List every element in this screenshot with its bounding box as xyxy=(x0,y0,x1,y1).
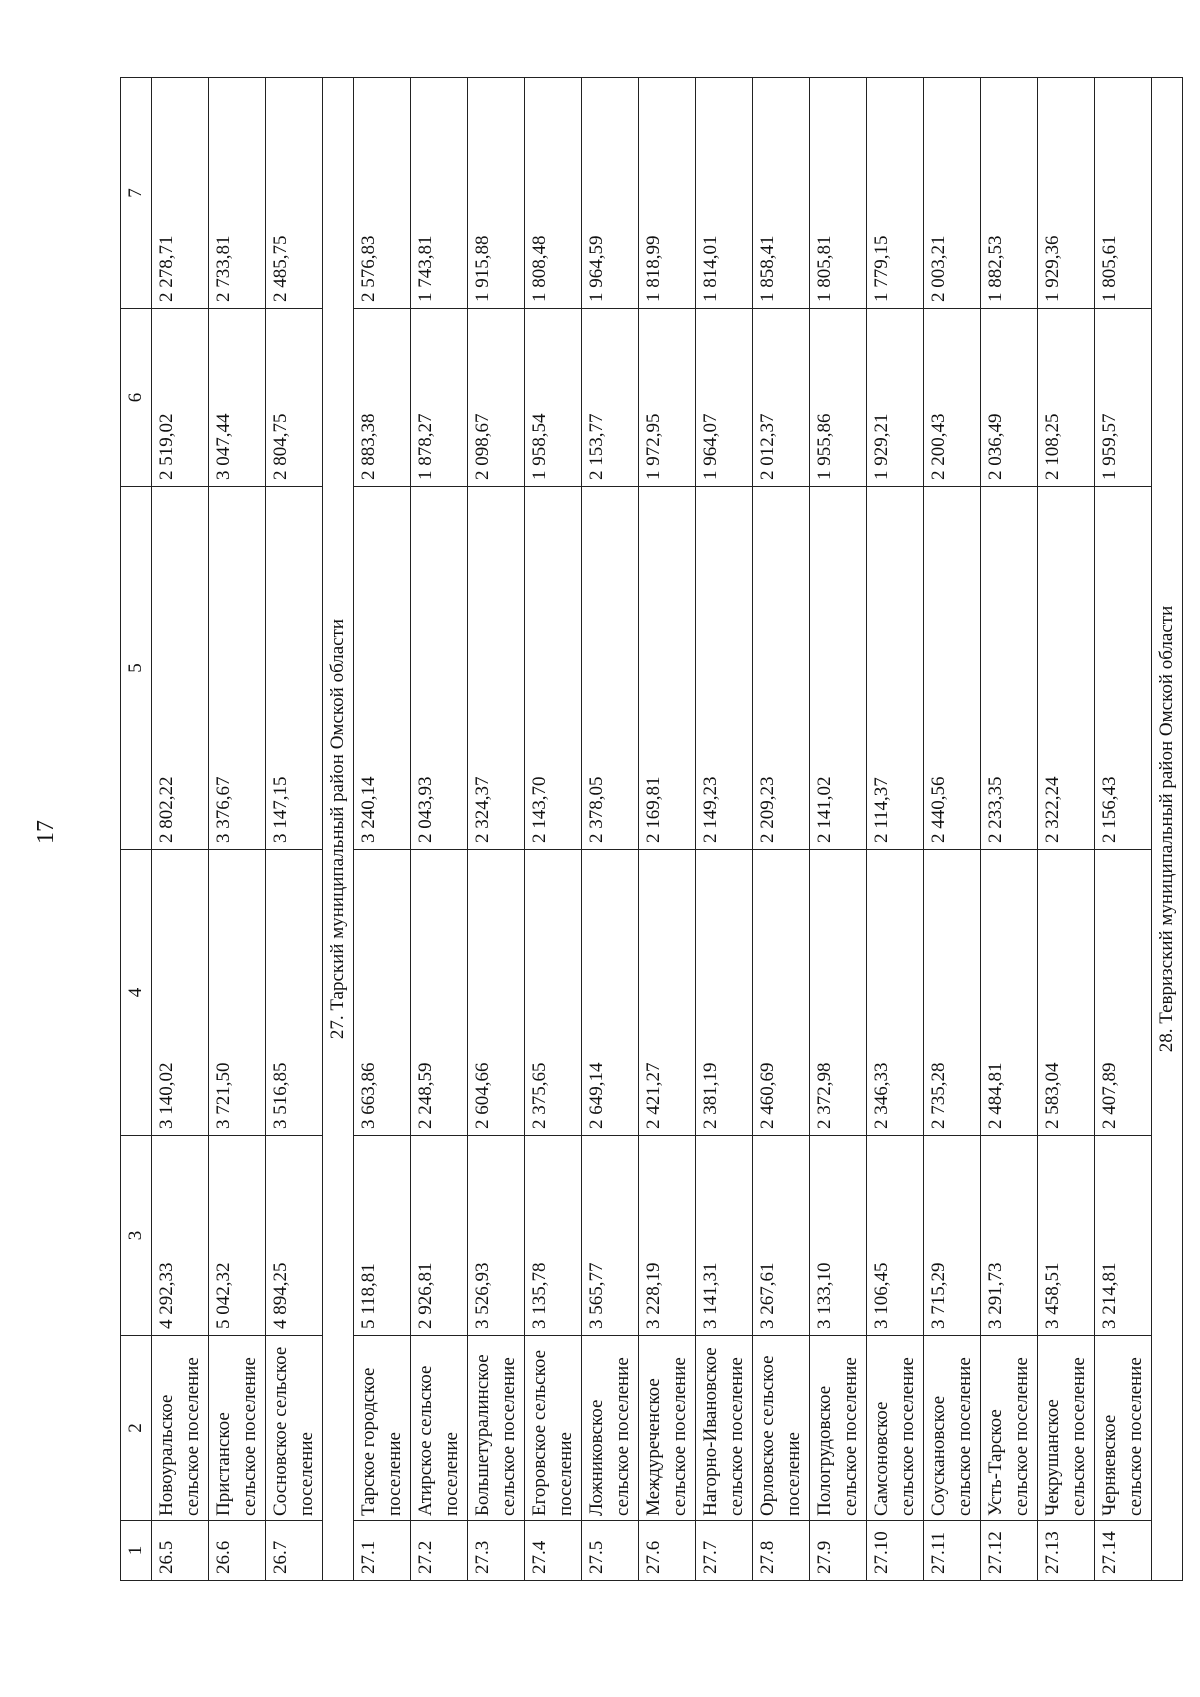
value-col-3: 3 214,81 xyxy=(1095,1136,1152,1336)
page-number: 17 xyxy=(33,820,59,844)
settlement-name: Самсоновское сельское поселение xyxy=(867,1336,924,1521)
rotated-table-container xyxy=(120,78,1177,1581)
value-col-6: 2 012,37 xyxy=(753,309,810,487)
header-cell: 4 xyxy=(121,850,152,1136)
table-row xyxy=(696,78,753,1581)
table-row xyxy=(525,78,582,1581)
settlement-name: Сосновское сельское поселение xyxy=(266,1336,323,1521)
value-col-4: 2 381,19 xyxy=(696,850,753,1136)
value-col-6: 1 972,95 xyxy=(639,309,696,487)
row-number: 27.11 xyxy=(924,1521,981,1581)
value-col-7: 1 818,99 xyxy=(639,78,696,309)
table-row xyxy=(152,78,209,1581)
value-col-5: 2 149,23 xyxy=(696,487,753,850)
value-col-3: 3 526,93 xyxy=(468,1136,525,1336)
value-col-4: 2 248,59 xyxy=(411,850,468,1136)
value-col-4: 2 604,66 xyxy=(468,850,525,1136)
value-col-5: 2 209,23 xyxy=(753,487,810,850)
value-col-4: 2 421,27 xyxy=(639,850,696,1136)
value-col-5: 2 114,37 xyxy=(867,487,924,850)
value-col-7: 1 915,88 xyxy=(468,78,525,309)
value-col-4: 3 140,02 xyxy=(152,850,209,1136)
value-col-4: 2 735,28 xyxy=(924,850,981,1136)
table-row xyxy=(1038,78,1095,1581)
value-col-7: 1 929,36 xyxy=(1038,78,1095,309)
value-col-7: 2 733,81 xyxy=(209,78,266,309)
value-col-4: 2 649,14 xyxy=(582,850,639,1136)
row-number: 27.13 xyxy=(1038,1521,1095,1581)
row-number: 27.4 xyxy=(525,1521,582,1581)
value-col-7: 1 882,53 xyxy=(981,78,1038,309)
value-col-3: 2 926,81 xyxy=(411,1136,468,1336)
settlement-name: Пристанское сельское поселение xyxy=(209,1336,266,1521)
settlement-name: Усть-Тарское сельское поселение xyxy=(981,1336,1038,1521)
settlement-name: Новоуральское сельское поселение xyxy=(152,1336,209,1521)
row-number: 27.9 xyxy=(810,1521,867,1581)
value-col-5: 2 143,70 xyxy=(525,487,582,850)
value-col-3: 3 267,61 xyxy=(753,1136,810,1336)
value-col-7: 1 805,61 xyxy=(1095,78,1152,309)
value-col-4: 2 407,89 xyxy=(1095,850,1152,1136)
table-row xyxy=(354,78,411,1581)
value-col-4: 2 583,04 xyxy=(1038,850,1095,1136)
value-col-5: 2 043,93 xyxy=(411,487,468,850)
value-col-3: 4 894,25 xyxy=(266,1136,323,1336)
value-col-5: 2 141,02 xyxy=(810,487,867,850)
table-row xyxy=(266,78,323,1581)
value-col-3: 3 458,51 xyxy=(1038,1136,1095,1336)
value-col-6: 2 036,49 xyxy=(981,309,1038,487)
value-col-3: 3 141,31 xyxy=(696,1136,753,1336)
value-col-5: 3 240,14 xyxy=(354,487,411,850)
table-body xyxy=(152,78,1183,1581)
value-col-4: 2 346,33 xyxy=(867,850,924,1136)
section-row xyxy=(1152,78,1183,1581)
settlement-name: Атирское сельское поселение xyxy=(411,1336,468,1521)
value-col-5: 2 440,56 xyxy=(924,487,981,850)
row-number: 27.12 xyxy=(981,1521,1038,1581)
table-row xyxy=(468,78,525,1581)
settlement-name: Нагорно-Ивановское сельское поселение xyxy=(696,1336,753,1521)
header-cell: 2 xyxy=(121,1336,152,1521)
value-col-5: 2 802,22 xyxy=(152,487,209,850)
value-col-6: 3 047,44 xyxy=(209,309,266,487)
section-row xyxy=(323,78,354,1581)
value-col-3: 3 228,19 xyxy=(639,1136,696,1336)
value-col-3: 3 135,78 xyxy=(525,1136,582,1336)
table-row xyxy=(411,78,468,1581)
table-row xyxy=(639,78,696,1581)
value-col-7: 1 805,81 xyxy=(810,78,867,309)
value-col-3: 3 565,77 xyxy=(582,1136,639,1336)
row-number: 26.7 xyxy=(266,1521,323,1581)
value-col-5: 3 147,15 xyxy=(266,487,323,850)
row-number: 26.6 xyxy=(209,1521,266,1581)
value-col-6: 1 929,21 xyxy=(867,309,924,487)
table-row xyxy=(753,78,810,1581)
table-row xyxy=(209,78,266,1581)
value-col-4: 2 460,69 xyxy=(753,850,810,1136)
row-number: 27.5 xyxy=(582,1521,639,1581)
value-col-6: 2 200,43 xyxy=(924,309,981,487)
section-title: 27. Тарский муниципальный район Омской области xyxy=(323,78,354,1581)
row-number: 26.5 xyxy=(152,1521,209,1581)
value-col-3: 4 292,33 xyxy=(152,1136,209,1336)
row-number: 27.6 xyxy=(639,1521,696,1581)
settlement-name: Егоровское сельское поселение xyxy=(525,1336,582,1521)
row-number: 27.10 xyxy=(867,1521,924,1581)
value-col-4: 2 484,81 xyxy=(981,850,1038,1136)
section-title: 28. Тевризский муниципальный район Омской области xyxy=(1152,78,1183,1581)
value-col-5: 2 324,37 xyxy=(468,487,525,850)
value-col-7: 2 003,21 xyxy=(924,78,981,309)
value-col-5: 3 376,67 xyxy=(209,487,266,850)
header-cell: 3 xyxy=(121,1136,152,1336)
value-col-4: 2 372,98 xyxy=(810,850,867,1136)
value-col-6: 2 883,38 xyxy=(354,309,411,487)
row-number: 27.8 xyxy=(753,1521,810,1581)
value-col-6: 1 955,86 xyxy=(810,309,867,487)
value-col-7: 2 576,83 xyxy=(354,78,411,309)
value-col-7: 2 485,75 xyxy=(266,78,323,309)
header-cell: 1 xyxy=(121,1521,152,1581)
value-col-5: 2 233,35 xyxy=(981,487,1038,850)
settlement-name: Междуреченское сельское поселение xyxy=(639,1336,696,1521)
value-col-5: 2 156,43 xyxy=(1095,487,1152,850)
value-col-6: 2 153,77 xyxy=(582,309,639,487)
table-row xyxy=(1095,78,1152,1581)
settlement-name: Чекрушанское сельское поселение xyxy=(1038,1336,1095,1521)
value-col-4: 3 516,85 xyxy=(266,850,323,1136)
row-number: 27.14 xyxy=(1095,1521,1152,1581)
settlement-name: Орловское сельское поселение xyxy=(753,1336,810,1521)
value-col-4: 2 375,65 xyxy=(525,850,582,1136)
value-col-3: 5 118,81 xyxy=(354,1136,411,1336)
value-col-7: 1 858,41 xyxy=(753,78,810,309)
value-col-3: 3 133,10 xyxy=(810,1136,867,1336)
value-col-6: 2 098,67 xyxy=(468,309,525,487)
value-col-3: 5 042,32 xyxy=(209,1136,266,1336)
settlement-name: Пологрудовское сельское поселение xyxy=(810,1336,867,1521)
row-number: 27.1 xyxy=(354,1521,411,1581)
value-col-7: 1 779,15 xyxy=(867,78,924,309)
value-col-6: 1 959,57 xyxy=(1095,309,1152,487)
value-col-7: 1 814,01 xyxy=(696,78,753,309)
row-number: 27.3 xyxy=(468,1521,525,1581)
value-col-4: 3 663,86 xyxy=(354,850,411,1136)
settlement-name: Тарское городское поселение xyxy=(354,1336,411,1521)
value-col-6: 2 804,75 xyxy=(266,309,323,487)
settlement-name: Черняевское сельское поселение xyxy=(1095,1336,1152,1521)
settlement-name: Большетуралинское сельское поселение xyxy=(468,1336,525,1521)
value-col-3: 3 715,29 xyxy=(924,1136,981,1336)
value-col-6: 2 519,02 xyxy=(152,309,209,487)
value-col-6: 1 878,27 xyxy=(411,309,468,487)
value-col-3: 3 291,73 xyxy=(981,1136,1038,1336)
header-cell: 7 xyxy=(121,78,152,309)
settlement-name: Соускановское сельское поселение xyxy=(924,1336,981,1521)
value-col-5: 2 378,05 xyxy=(582,487,639,850)
tariff-table xyxy=(120,77,1183,1581)
table-row xyxy=(924,78,981,1581)
header-row xyxy=(121,78,152,1581)
row-number: 27.7 xyxy=(696,1521,753,1581)
value-col-7: 2 278,71 xyxy=(152,78,209,309)
row-number: 27.2 xyxy=(411,1521,468,1581)
table-row xyxy=(981,78,1038,1581)
value-col-7: 1 964,59 xyxy=(582,78,639,309)
value-col-6: 1 964,07 xyxy=(696,309,753,487)
value-col-5: 2 169,81 xyxy=(639,487,696,850)
value-col-6: 2 108,25 xyxy=(1038,309,1095,487)
settlement-name: Ложниковское сельское поселение xyxy=(582,1336,639,1521)
value-col-5: 2 322,24 xyxy=(1038,487,1095,850)
value-col-3: 3 106,45 xyxy=(867,1136,924,1336)
table-row xyxy=(810,78,867,1581)
table-row xyxy=(867,78,924,1581)
value-col-6: 1 958,54 xyxy=(525,309,582,487)
value-col-7: 1 743,81 xyxy=(411,78,468,309)
header-cell: 6 xyxy=(121,309,152,487)
value-col-7: 1 808,48 xyxy=(525,78,582,309)
table-row xyxy=(582,78,639,1581)
header-cell: 5 xyxy=(121,487,152,850)
value-col-4: 3 721,50 xyxy=(209,850,266,1136)
